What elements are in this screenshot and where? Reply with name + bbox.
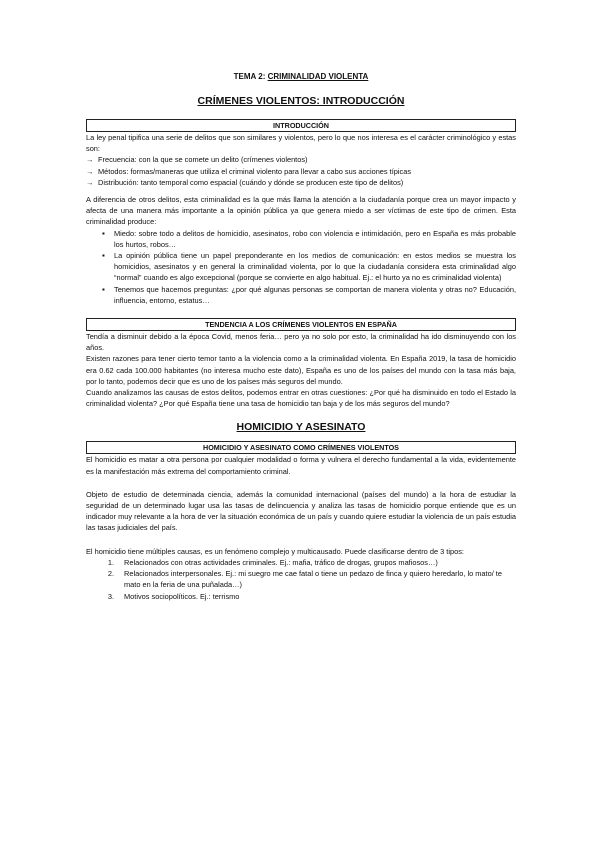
bullet-list-item: ▪ Miedo: sobre todo a delitos de homicidio, asesinatos, robo con violencia e intimidación, pero en España es más probable los hurtos, robos… xyxy=(114,228,516,250)
numbered-list-item xyxy=(86,591,516,602)
arrow-list-item xyxy=(86,166,516,177)
arrow-list-item xyxy=(86,154,516,165)
numbered-list-item xyxy=(86,557,516,568)
list-item-text: Motivos sociopolíticos. Ej.: terrismo xyxy=(124,591,240,601)
arrow-right-icon: → xyxy=(86,177,94,187)
homicidio-types-list xyxy=(86,557,516,602)
arrow-right-icon: → xyxy=(86,155,94,165)
intro-box-title: INTRODUCCIÓN xyxy=(86,119,516,132)
list-number: 3. xyxy=(107,591,114,601)
bullet-list-item: ▪ La opinión pública tiene un papel preponderante en los medios de comunicación: en estos medios se muestra los homicidios, asesinatos y en general la criminalidad violenta, por lo que la ciudadanía considera esta criminalidad algo “normal” cuando es algo excepcional (porque se convierte en algo habitual. Ej.: el hurto ya no es criminalidad violenta) xyxy=(114,250,516,284)
arrow-list-item-text: Distribución: tanto temporal como espacial (cuándo y dónde se producen este tipo de delitos) xyxy=(98,177,404,187)
bullet-list-item: ▪ Tenemos que hacemos preguntas: ¿por qué algunas personas se comportan de manera violenta y otras no? Educación, influencia, entorno, estatus… xyxy=(114,284,516,306)
homicidio-section-title: HOMICIDIO Y ASESINATO xyxy=(236,421,366,434)
homicidio-paragraph-2: Objeto de estudio de determinada ciencia, además la comunidad internacional (países del mundo) a la hora de estudiar la seguridad de un determinado lugar usa las tasas de delincuencia y analiza las tasas de homicidio porque entiende que es un indicador muy relevante a la hora de ver la situación económica de un país y cuando quiere estudiar la violencia de un país estudia las tasas judiciales del país. xyxy=(86,489,516,533)
arrow-list-item xyxy=(86,177,516,188)
list-number: 2. xyxy=(107,569,114,579)
topic-heading xyxy=(86,72,516,81)
topic-title: CRIMINALIDAD VIOLENTA xyxy=(267,72,369,81)
intro-paragraph-1: La ley penal tipifica una serie de delitos que son similares y violentos, pero lo que nos interesa es el carácter criminológico y estas son: xyxy=(86,133,516,154)
intro-bullet-list xyxy=(86,228,516,306)
tendencia-paragraph-3: Cuando analizamos las causas de estos delitos, podemos entrar en otras cuestiones: ¿Por qué ha disminuido en todo el Estado la criminalidad violenta? ¿Por qué España tiene una tasa de homicidio tan baja y de los más seguros del mundo? xyxy=(86,388,516,409)
list-item-text: Relacionados con otras actividades criminales. Ej.: mafia, tráfico de drogas, grupos mafiosos…) xyxy=(124,557,438,567)
homicidio-box-title: HOMICIDIO Y ASESINATO COMO CRÍMENES VIOLENTOS xyxy=(86,441,516,454)
homicidio-paragraph-3: El homicidio tiene múltiples causas, es un fenómeno complejo y multicausado. Puede clasificarse dentro de 3 tipos: xyxy=(86,546,464,556)
arrow-list-item-text: Frecuencia: con la que se comete un delito (crímenes violentos) xyxy=(98,155,308,165)
topic-prefix: TEMA 2: xyxy=(233,72,268,81)
tendencia-paragraph-1: Tendía a disminuir debido a la época Covid, menos feria… pero ya no solo por esto, la criminalidad ha ido disminuyendo con los años. xyxy=(86,332,516,353)
tendencia-box-title: TENDENCIA A LOS CRÍMENES VIOLENTOS EN ESPAÑA xyxy=(86,318,516,331)
list-item-text: Relacionados interpersonales. Ej.: mi suegro me cae fatal o tiene un pedazo de finca y quiero heredarlo, lo mato/ te mato en la feria de una puñalada…) xyxy=(124,569,502,590)
arrow-list-item-text: Métodos: formas/maneras que utiliza el criminal violento para llevar a cabo sus acciones típicas xyxy=(98,166,412,176)
document-content xyxy=(86,72,516,602)
intro-arrow-list xyxy=(86,154,516,188)
intro-paragraph-2: A diferencia de otros delitos, esta criminalidad es la que más llama la atención a la ciudadanía porque crea un mayor impacto y afecta de una manera más importante a la opinión pública ya que genera miedo a ser víctimas de este tipo de crimen. Esta criminalidad produce: xyxy=(86,195,516,227)
main-title: CRÍMENES VIOLENTOS: INTRODUCCIÓN xyxy=(197,95,405,107)
tendencia-paragraph-2: Existen razones para tener cierto temor tanto a la violencia como a la criminalidad violenta. En España 2019, la tasa de homicidio era 0.62 cada 100.000 habitantes (no interesa mucho este dato), España es uno de los países del mundo con la tasa más baja, por lo tanto, podemos decir que es uno de los países más seguros del mundo. xyxy=(86,354,516,386)
list-number: 1. xyxy=(107,557,114,567)
homicidio-paragraph-1: El homicidio es matar a otra persona por cualquier modalidad o forma y vulnera el derecho fundamental a la vida, evidentemente es la manifestación más extrema del comportamiento criminal. xyxy=(86,455,516,476)
arrow-right-icon: → xyxy=(86,166,94,176)
numbered-list-item xyxy=(86,568,516,590)
